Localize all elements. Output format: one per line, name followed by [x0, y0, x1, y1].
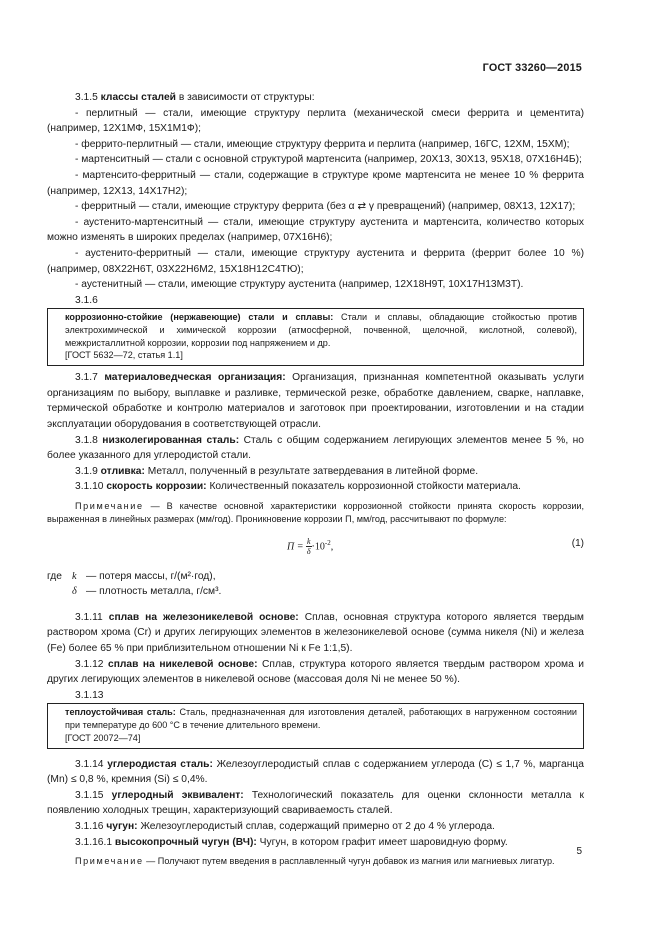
note-text: — Получают путем введения в расплавленный чугун добавок из магния или магниевых лигатур. — [146, 856, 555, 867]
section-number: 3.1.13 — [75, 689, 104, 701]
list-item: - мартенсито-ферритный — стали, содержащие в структуре кроме мартенсита не менее 10 % феррита (например, 12Х13, 14Х17Н2); — [47, 169, 584, 197]
note — [47, 500, 584, 527]
definition-text: Сплав, основная структура которого является твердым раствором хрома (Cr) и других легирующих элементов в железоникелевой основе (сумма никеля (Ni) и железа (Fe) более 65 % при приблизительном отношении Ni к Fe 1:1,5). — [47, 611, 584, 655]
note — [47, 855, 584, 868]
section-number: 3.1.7 — [75, 372, 98, 384]
section-3-1-6 — [47, 293, 584, 309]
section-number: 3.1.8 — [75, 434, 98, 446]
section-3-1-11 — [47, 610, 584, 657]
section-number: 3.1.5 — [75, 92, 98, 103]
legend-symbol: δ — [72, 586, 77, 598]
formula-1 — [47, 527, 584, 567]
list-item: - перлитный — стали, имеющие структуру перлита (механической смеси феррита и цементита) (например, 12Х1МФ, 15Х1М1Ф); — [47, 107, 584, 135]
term: коррозионно-стойкие (нержавеющие) стали и сплавы: — [65, 312, 334, 323]
list-item: - ферритный — стали, имеющие структуру феррита (без α ⇄ γ превращений) (например, 08Х13, 12Х17); — [75, 201, 576, 213]
definition-text: Сплав, структура которого является твердым раствором хрома и других легирующих элементов в никелевой основе (массовая доля Ni не менее 50 %). — [47, 658, 584, 686]
term: углеродный эквивалент: — [111, 789, 244, 801]
section-3-1-9 — [47, 464, 584, 480]
legend-row — [47, 569, 584, 585]
section-3-1-10 — [47, 479, 584, 495]
definition-text: Количественный показатель коррозионной стойкости материала. — [209, 481, 521, 493]
section-3-1-13 — [47, 688, 584, 704]
section-number: 3.1.16.1 — [75, 836, 113, 848]
section-number: 3.1.14 — [75, 758, 104, 770]
section-3-1-14 — [47, 757, 584, 788]
document-body — [47, 90, 584, 869]
legend-description: — потеря массы, г/(м²·год), — [86, 570, 216, 582]
definition-text: Стали и сплавы, обладающие стойкостью против электрохимической и химической коррозии (атмосферной, почвенной, щелочной, кислотной, солевой), межкристаллитной коррозии, коррозии под напряжением и др. — [65, 312, 577, 348]
section-number: 3.1.11 — [75, 611, 103, 623]
term: материаловедческая организация: — [104, 372, 286, 384]
definition-text: Сталь, предназначенная для изготовления деталей, работающих в нагруженном состоянии при температуре до 600 °С в течение длительного времени. — [65, 707, 577, 731]
definition-box — [47, 308, 584, 366]
list-item: - аустенито-мартенситный — стали, имеющие структуру аустенита и мартенсита, количество которых можно изменять в широких пределах (например, 07Х16Н6); — [47, 216, 584, 244]
section-3-1-15 — [47, 788, 584, 819]
standard-header: ГОСТ 33260—2015 — [482, 62, 582, 74]
definition-text: Чугун, в котором графит имеет шаровидную форму. — [259, 836, 508, 848]
section-number: 3.1.15 — [75, 789, 104, 801]
term: сплав на никелевой основе: — [108, 658, 258, 670]
source-reference: [ГОСТ 5632—72, статья 1.1] — [65, 350, 183, 361]
term: скорость коррозии: — [106, 481, 207, 493]
formula-expression — [287, 536, 333, 557]
term: чугун: — [106, 820, 138, 832]
definition-text: Железоуглеродистый сплав с содержанием углерода (С) ≤ 1,7 %, марганца (Mn) ≤ 0,8 %, кремния (Si) ≤ 0,4%. — [47, 758, 584, 786]
formula-multiplier: ·10 — [311, 541, 325, 553]
section-number: 3.1.10 — [75, 481, 104, 493]
formula-lhs: П = — [287, 541, 304, 553]
section-number: 3.1.9 — [75, 465, 98, 477]
section-3-1-16 — [47, 819, 584, 835]
source-reference: [ГОСТ 20072—74] — [65, 732, 141, 743]
section-3-1-16-1 — [47, 835, 584, 851]
section-number: 3.1.16 — [75, 820, 104, 832]
formula-exponent: -2 — [324, 538, 331, 547]
term: отливка: — [100, 465, 145, 477]
note-label: Примечание — [75, 856, 144, 867]
fraction-denominator: δ — [306, 547, 311, 557]
term: сплав на железоникелевой основе: — [108, 611, 299, 623]
legend-symbol: k — [72, 570, 77, 582]
term-lead: в зависимости от структуры: — [178, 92, 315, 103]
legend-row — [47, 584, 584, 600]
definition-text: Железоуглеродистый сплав, содержащий примерно от 2 до 4 % углерода. — [140, 820, 495, 832]
term: классы сталей — [100, 92, 176, 103]
fraction-numerator: k — [306, 537, 311, 547]
page-number: 5 — [576, 846, 582, 857]
list-item: - аустенитный — стали, имеющие структуру аустенита (например, 12Х18Н9Т, 10Х17Н13М3Т). — [75, 279, 524, 291]
note-label: Примечание — [75, 500, 144, 511]
definition-text: Сталь с общим содержанием легирующих элементов менее 5 %, но более указанного для углеродистой стали. — [47, 434, 584, 462]
section-3-1-12 — [47, 657, 584, 688]
definition-text: Организация, признанная компетентной оказывать услуги организациям по выбору, выплавке и разливке, термической резке, обработке давлением, сварке, наплавке, термической обработке и контролю материалов и заготовок при проектировании, изготовлении и на стадии эксплуатации оборудования в соответствующей отрасли. — [47, 372, 584, 430]
list-item: - аустенито-ферритный — стали, имеющие структуру аустенита и феррита (феррит более 10 %) (например, 08Х22Н6Т, 03Х22Н6М2, 15Х18Н12С4ТЮ); — [47, 247, 584, 275]
term: низколегированная сталь: — [102, 434, 240, 446]
legend-description: — плотность металла, г/см³. — [86, 586, 222, 598]
formula-number: (1) — [571, 537, 584, 549]
section-3-1-7 — [47, 370, 584, 432]
section-number: 3.1.6 — [75, 294, 98, 306]
section-number: 3.1.12 — [75, 658, 104, 670]
definition-text: Металл, полученный в результате затвердевания в литейной форме. — [147, 465, 479, 477]
section-3-1-8 — [47, 433, 584, 464]
formula-legend — [47, 569, 584, 600]
term: углеродистая сталь: — [107, 758, 213, 770]
legend-where: где — [47, 570, 62, 582]
definition-box — [47, 703, 584, 748]
term: высокопрочный чугун (ВЧ): — [114, 836, 257, 848]
list-item: - мартенситный — стали с основной структурой мартенсита (например, 20Х13, 30Х13, 95Х18, 07Х16Н4Б); — [75, 154, 582, 166]
list-item: - феррито-перлитный — стали, имеющие структуру феррита и перлита (например, 16ГС, 12ХМ, 15ХМ); — [75, 138, 570, 150]
definition-text: Технологический показатель для оценки склонности металла к появлению холодных трещин, характеризующий свариваемость сталей. — [47, 789, 584, 817]
steel-class-list — [47, 106, 584, 293]
term: теплоустойчивая сталь: — [65, 707, 176, 718]
note-text: — В качестве основной характеристики коррозионной стойкости принята скорость коррозии, выраженная в линейных размерах (мм/год). Проникновение коррозии П, мм/год, рассчитывают по формуле: — [47, 500, 584, 525]
formula-comma: , — [330, 541, 334, 553]
section-3-1-5 — [47, 90, 584, 106]
